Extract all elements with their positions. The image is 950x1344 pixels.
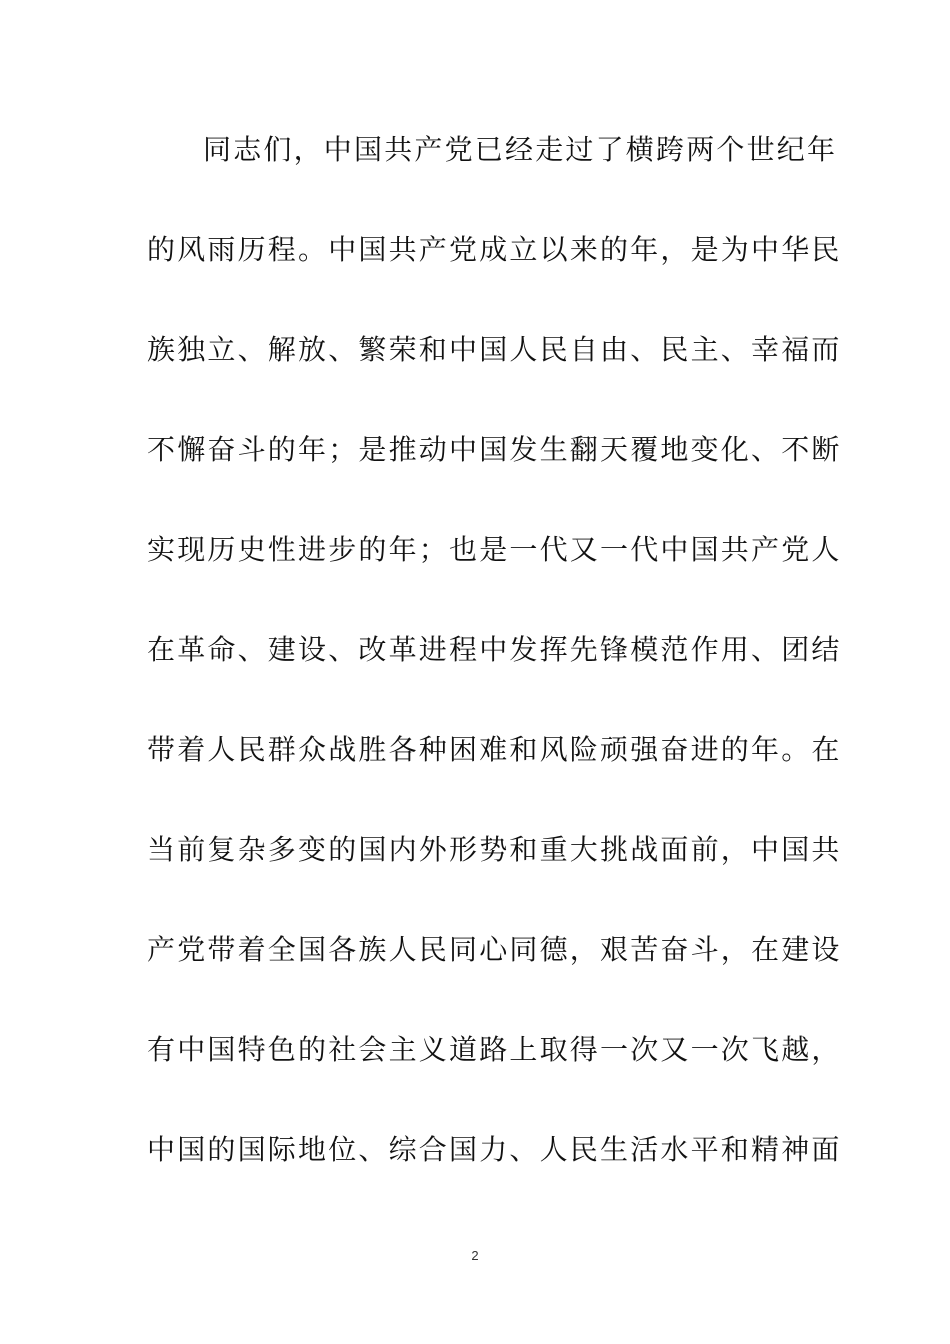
paragraph-line: 实现历史性进步的年；也是一代又一代中国共产党人: [147, 533, 842, 566]
paragraph-line: 在革命、建设、改革进程中发挥先锋模范作用、团结: [147, 633, 842, 666]
paragraph-line: 产党带着全国各族人民同心同德，艰苦奋斗，在建设: [147, 933, 842, 966]
paragraph-line: 带着人民群众战胜各种困难和风险顽强奋进的年。在: [147, 733, 842, 766]
page-number: 2: [471, 1248, 479, 1263]
paragraph-line: 同志们，中国共产党已经走过了横跨两个世纪年: [203, 133, 838, 166]
paragraph-line: 的风雨历程。中国共产党成立以来的年，是为中华民: [147, 233, 842, 266]
paragraph-line: 不懈奋斗的年；是推动中国发生翻天覆地变化、不断: [147, 433, 842, 466]
paragraph-line: 有中国特色的社会主义道路上取得一次又一次飞越，: [147, 1033, 842, 1066]
paragraph-line: 当前复杂多变的国内外形势和重大挑战面前，中国共: [147, 833, 842, 866]
paragraph-line: 中国的国际地位、综合国力、人民生活水平和精神面: [147, 1133, 842, 1166]
paragraph-line: 族独立、解放、繁荣和中国人民自由、民主、幸福而: [147, 333, 842, 366]
body-paragraph: [147, 124, 842, 1224]
